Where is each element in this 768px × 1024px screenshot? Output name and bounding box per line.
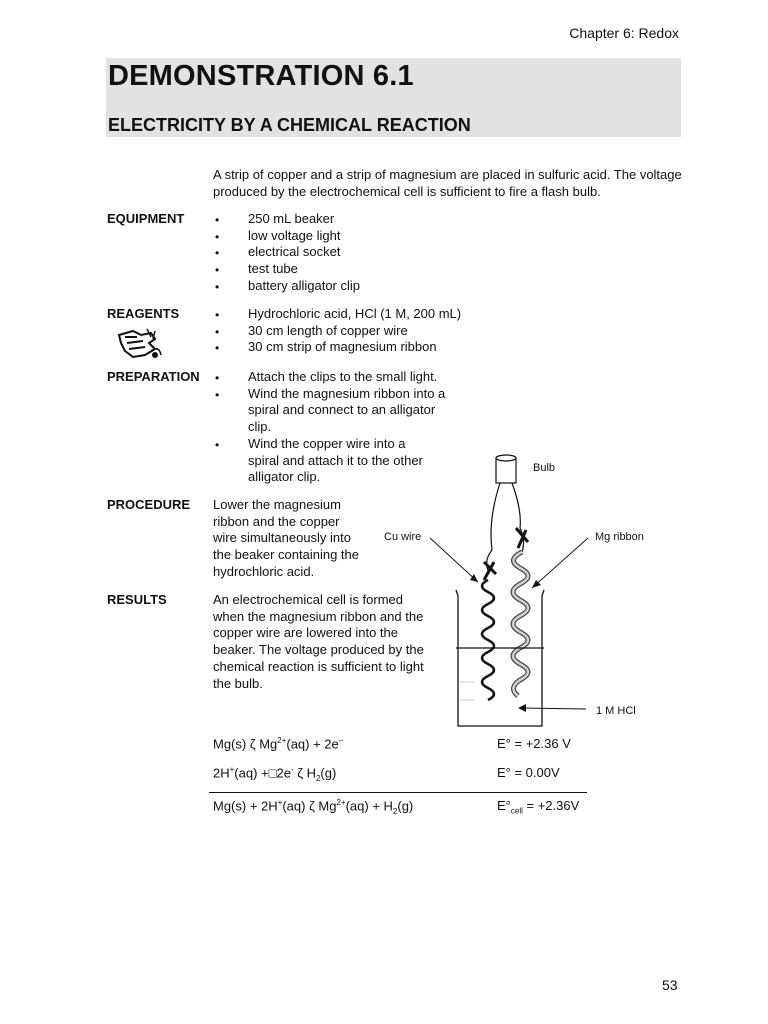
hazard-hand-icon [115, 325, 163, 363]
equation-1-potential: E° = +2.36 V [497, 736, 571, 751]
page-number: 53 [662, 977, 678, 993]
list-item: • 30 cm strip of magnesium ribbon [213, 339, 461, 356]
copper-wire-coil [482, 580, 494, 700]
equipment-label: EQUIPMENT [107, 211, 185, 226]
results-text: An electrochemical cell is formed when the magnesium ribbon and the copper wire are lowered into the beaker. The voltage produced by the chemical reaction is sufficient to light the bulb. [213, 592, 424, 691]
list-item: • electrical socket [213, 244, 360, 261]
equation-1: Mg(s) ζ $Mg^{2+}(aq) + 2e^-$ [213, 736, 344, 752]
procedure-label: PROCEDURE [107, 497, 191, 512]
hcl-label: 1 M HCl [596, 705, 636, 717]
list-item: • Attach the clips to the small light. [213, 369, 475, 386]
beaker [456, 590, 544, 726]
apparatus-diagram [380, 450, 680, 740]
list-item: • Hydrochloric acid, HCl (1 M, 200 mL) [213, 306, 461, 323]
equation-2: 2H+(aq) +□2e- ζ $H_2(g)$ [213, 765, 337, 783]
reagents-label: REAGENTS [107, 306, 180, 321]
list-item: • Wind the copper wire into a spiral and attach it to the other alligator clip. [213, 436, 438, 486]
results-label: RESULTS [107, 592, 167, 607]
bulb-label: Bulb [533, 462, 556, 474]
list-item: • low voltage light [213, 228, 360, 245]
equipment-list [213, 211, 360, 295]
list-item: • battery alligator clip [213, 278, 360, 295]
list-item: • test tube [213, 261, 360, 278]
equation-2-potential: E° = 0.00V [497, 765, 560, 780]
mg-ribbon-label: Mg ribbon [595, 531, 644, 543]
list-item: • Wind the magnesium ribbon into a spiral and connect to an alligator clip. [213, 386, 453, 436]
list-item: • 250 mL beaker [213, 211, 360, 228]
equation-3-potential: $E^\circ_{cell} = +2.36V$ [497, 798, 580, 816]
list-item: • 30 cm length of copper wire [213, 323, 461, 340]
page-subtitle: ELECTRICITY BY A CHEMICAL REACTION [108, 115, 471, 135]
procedure-text: Lower the magnesium ribbon and the copper wire simultaneously into the beaker containing the hydrochloric acid. [213, 497, 359, 579]
equation-3: Mg(s) + 2H+(aq) ζ $Mg^{2+}(aq) + H_2(g)$ [213, 798, 414, 816]
intro-paragraph: A strip of copper and a strip of magnesium are placed in sulfuric acid. The voltage produced by the electrochemical cell is sufficient to fire a flash bulb. [213, 167, 682, 199]
equation-divider [209, 792, 587, 793]
reagents-list [213, 306, 461, 356]
bulb-icon [496, 455, 516, 483]
cu-wire-label: Cu wire [384, 531, 422, 543]
chapter-header: Chapter 6: Redox [569, 25, 679, 41]
preparation-label: PREPARATION [107, 369, 200, 384]
page-title: DEMONSTRATION 6.1 [108, 60, 414, 92]
